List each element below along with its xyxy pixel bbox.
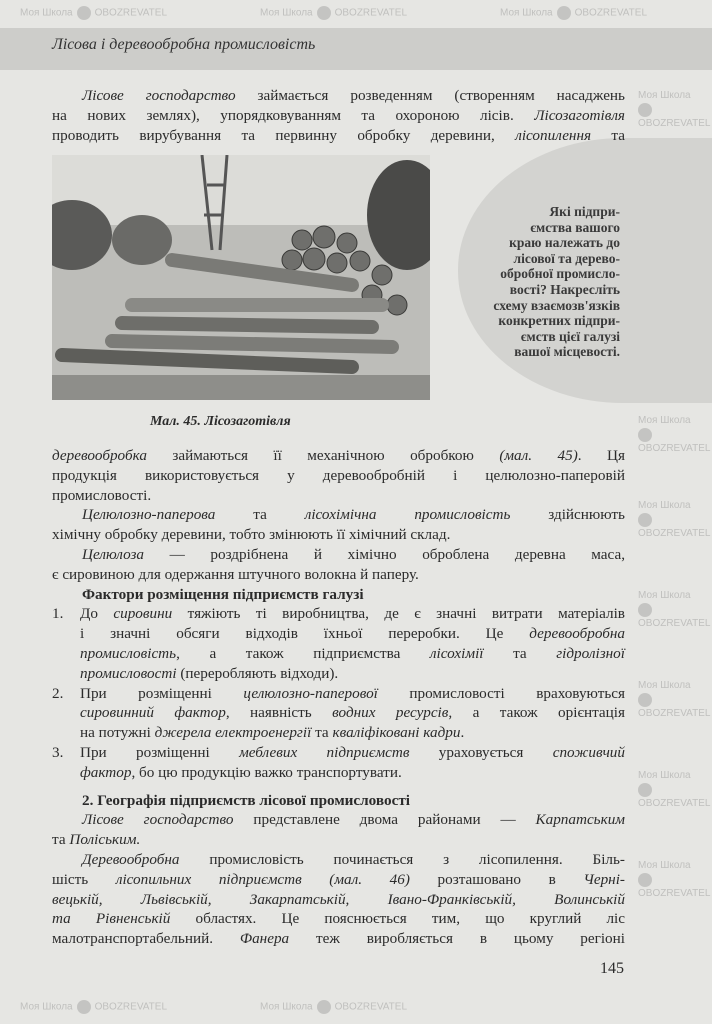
watermark-brand: OBOZREVATEL: [638, 118, 711, 129]
text-run: .: [460, 724, 465, 742]
sidebar-question-line: вашої місцевості.: [514, 344, 620, 360]
watermark-icon: [638, 513, 652, 527]
text-run: Целюлоза: [82, 546, 145, 563]
paragraph-line: [52, 525, 625, 545]
paragraph-line: [52, 909, 625, 929]
watermark-school: Моя Школа: [638, 590, 691, 601]
paragraph-line: [52, 830, 625, 850]
text-run: деревообробка: [52, 447, 147, 464]
watermark-brand: OBOZREVATEL: [94, 7, 168, 19]
watermark-icon: [638, 693, 652, 707]
chapter-title: Лісова і деревообробна промисловість: [52, 36, 316, 53]
paragraph-line: [52, 929, 625, 949]
paragraph-line: [52, 126, 625, 146]
paragraph-line: [52, 890, 625, 910]
text-run: , а також орієнтація: [448, 704, 626, 722]
text-run: , бо цю продукцію важко транспортувати.: [131, 763, 402, 781]
list-number: 3.: [52, 744, 64, 761]
text-run: розташовано в: [409, 870, 584, 888]
text-run: областях. Це пояснюється тим, що круглий ліс: [170, 910, 626, 928]
watermark-icon: [77, 1000, 91, 1014]
watermark-school: Моя Школа: [20, 1001, 73, 1013]
text-run: є сировиною для одержання штучного волокна й паперу.: [52, 565, 419, 583]
text-run: на потужні: [80, 724, 155, 742]
text-run: (мал. 45): [499, 447, 578, 464]
watermark-school: Моя Школа: [638, 680, 691, 691]
text-run: лісопилення: [515, 126, 592, 144]
text-run: Целюлозно-паперова: [82, 506, 216, 524]
paragraph-line: [52, 466, 625, 486]
watermark-icon: [638, 873, 652, 887]
watermark-brand: OBOZREVATEL: [638, 798, 711, 809]
paragraph-line: [82, 545, 625, 565]
watermark-logo: [20, 6, 167, 20]
text-run: здійснюють: [510, 506, 625, 524]
watermark-logo: [638, 770, 710, 810]
text-run: та Рівненській: [52, 910, 171, 928]
text-run: шість: [52, 870, 116, 888]
text-run: 2. Географія підприємств лісової промисловості: [82, 791, 411, 809]
text-run: меблевих підприємств: [239, 744, 410, 761]
list-item-line: [80, 684, 625, 704]
text-run: . Ця: [577, 447, 625, 464]
text-run: Лісове господарство: [82, 87, 236, 104]
paragraph-line: [52, 106, 625, 126]
text-run: целюлозно-паперової: [243, 684, 378, 702]
watermark-icon: [638, 103, 652, 117]
text-run: та: [215, 506, 305, 524]
watermark-logo: [638, 415, 710, 455]
paragraph-line: [82, 810, 625, 830]
text-run: представлене двома районами —: [233, 811, 536, 829]
text-run: тяжіють ті виробництва, де є значні витрати матеріалів: [172, 605, 625, 623]
text-run: займаються її механічною обробкою: [146, 447, 500, 464]
text-run: ураховується: [409, 744, 553, 761]
watermark-school: Моя Школа: [638, 90, 691, 101]
watermark-icon: [557, 6, 571, 20]
text-run: При розміщенні: [80, 684, 244, 702]
paragraph-line: [52, 565, 625, 585]
text-run: водних ресурсів: [332, 704, 449, 722]
watermark-brand: OBOZREVATEL: [574, 7, 648, 19]
watermark-brand: OBOZREVATEL: [638, 443, 711, 454]
watermark-logo: [638, 500, 710, 540]
list-item-line: [80, 723, 625, 743]
watermark-school: Моя Школа: [638, 770, 691, 781]
watermark-school: Моя Школа: [20, 7, 73, 19]
sidebar-question-line: вості? Накресліть: [509, 281, 620, 297]
page-number: 145: [600, 960, 624, 977]
text-run: кваліфіковані кадри: [332, 724, 461, 742]
text-run: промисловості.: [52, 486, 152, 504]
text-run: сировинний фактор: [80, 704, 226, 722]
watermark-logo: [638, 680, 710, 720]
watermark-icon: [317, 6, 331, 20]
watermark-icon: [317, 1000, 331, 1014]
watermark-logo: [260, 1000, 407, 1014]
text-run: і значні обсяги відходів їхньої переробки. Це: [80, 625, 530, 643]
text-run: , наявність: [225, 704, 333, 722]
sidebar-question-line: Які підпри-: [549, 204, 620, 219]
watermark-school: Моя Школа: [500, 7, 553, 19]
text-run: (переробляють відходи).: [176, 664, 339, 682]
text-run: споживчий: [552, 744, 625, 761]
paragraph-line: [82, 850, 625, 870]
text-run: фактор: [80, 763, 132, 781]
watermark-school: Моя Школа: [638, 500, 691, 511]
watermark-logo: [500, 6, 647, 20]
sidebar-question-line: лісової та дерево-: [513, 250, 620, 266]
text-run: Лісозаготівля: [534, 106, 625, 124]
list-item-line: [80, 624, 625, 644]
text-run: Черні-: [583, 870, 625, 888]
watermark-icon: [638, 783, 652, 797]
text-run: вецькій, Львівській, Закарпатській, Івано-Франківській, Волинській: [52, 890, 625, 908]
list-number: 1.: [52, 605, 64, 623]
paragraph-line: [82, 505, 625, 525]
text-run: та: [52, 831, 70, 849]
section-heading: [82, 585, 625, 605]
text-run: — роздрібнена й хімічно оброблена деревна маса,: [144, 546, 625, 563]
text-run: промисловість: [80, 645, 177, 662]
text-run: проводить вирубування та первинну обробку деревини,: [52, 126, 516, 144]
text-run: Лісове господарство: [82, 811, 234, 829]
watermark-logo: [638, 860, 710, 900]
text-run: Деревообробна: [82, 851, 180, 868]
text-run: Фактори розміщення підприємств галузі: [82, 585, 364, 603]
text-run: на нових землях), упорядковуванням та охороною лісів.: [52, 106, 535, 124]
watermark-icon: [638, 428, 652, 442]
logging-photo: [52, 155, 430, 400]
text-run: малотранспортабельний.: [52, 930, 240, 948]
text-run: та: [311, 724, 333, 742]
sidebar-question-line: схему взаємозв'язків: [493, 297, 620, 313]
list-item-line: [80, 604, 625, 624]
watermark-school: Моя Школа: [260, 1001, 313, 1013]
watermark-brand: OBOZREVATEL: [638, 528, 711, 539]
text-run: лісохімічна промисловість: [304, 506, 511, 524]
text-run: займається розведенням (створенням насаджень: [235, 87, 625, 104]
text-run: При розміщенні: [80, 744, 240, 761]
sidebar-question-line: краю належать до: [509, 235, 620, 251]
watermark-brand: OBOZREVATEL: [94, 1001, 168, 1013]
watermark-school: Моя Школа: [260, 7, 313, 19]
text-run: хімічну обробку деревини, тобто змінюють її хімічний склад.: [52, 526, 451, 544]
paragraph-line: [82, 86, 625, 106]
paragraph-line: [52, 446, 625, 466]
text-run: Карпатським: [535, 811, 625, 829]
text-run: та: [591, 126, 625, 144]
text-run: До: [80, 605, 114, 623]
text-run: теж виробляється в цьому регіоні: [289, 930, 625, 948]
list-item-line: [80, 644, 625, 664]
text-run: промисловості: [80, 664, 177, 682]
watermark-logo: [638, 90, 710, 130]
text-run: джерела електроенергії: [154, 724, 312, 742]
watermark-logo: [638, 590, 710, 630]
watermark-icon: [638, 603, 652, 617]
text-run: Фанера: [239, 930, 290, 948]
sidebar-question-line: обробної промисло-: [500, 266, 620, 282]
list-item-line: [80, 664, 625, 684]
text-run: промисловість починається з лісопилення. Біль-: [179, 851, 625, 868]
figure-caption: Мал. 45. Лісозаготівля: [150, 414, 291, 429]
text-run: сировини: [113, 605, 173, 623]
paragraph-line: [52, 486, 625, 506]
text-run: , а також підприємства: [176, 645, 430, 662]
watermark-icon: [77, 6, 91, 20]
sidebar-question-line: ємств цієї галузі: [520, 328, 620, 344]
sidebar-question: [440, 204, 620, 360]
watermark-logo: [260, 6, 407, 20]
sidebar-question-line: конкретних підпри-: [498, 313, 620, 329]
text-run: Поліським.: [69, 831, 141, 849]
watermark-school: Моя Школа: [638, 415, 691, 426]
text-run: лісохімії: [429, 645, 484, 662]
watermark-school: Моя Школа: [638, 860, 691, 871]
watermark-logo: [20, 1000, 167, 1014]
list-item-line: [80, 743, 625, 763]
watermark-brand: OBOZREVATEL: [334, 1001, 408, 1013]
text-run: та: [483, 645, 557, 662]
text-run: гідролізної: [556, 645, 625, 662]
paragraph-line: [52, 870, 625, 890]
text-run: промисловості враховуються: [377, 684, 625, 702]
text-run: продукція використовується у деревообробній і целюлозно-паперовій: [52, 466, 625, 484]
list-item-line: [80, 763, 625, 783]
watermark-brand: OBOZREVATEL: [638, 888, 711, 899]
sidebar-question-line: ємства вашого: [530, 219, 620, 235]
text-run: лісопильних підприємств (мал. 46): [115, 870, 410, 888]
watermark-brand: OBOZREVATEL: [638, 708, 711, 719]
watermark-brand: OBOZREVATEL: [334, 7, 408, 19]
section-heading: [82, 791, 625, 811]
watermark-brand: OBOZREVATEL: [638, 618, 711, 629]
list-item-line: [80, 703, 625, 723]
text-run: деревообробна: [529, 625, 625, 643]
list-number: 2.: [52, 684, 64, 702]
